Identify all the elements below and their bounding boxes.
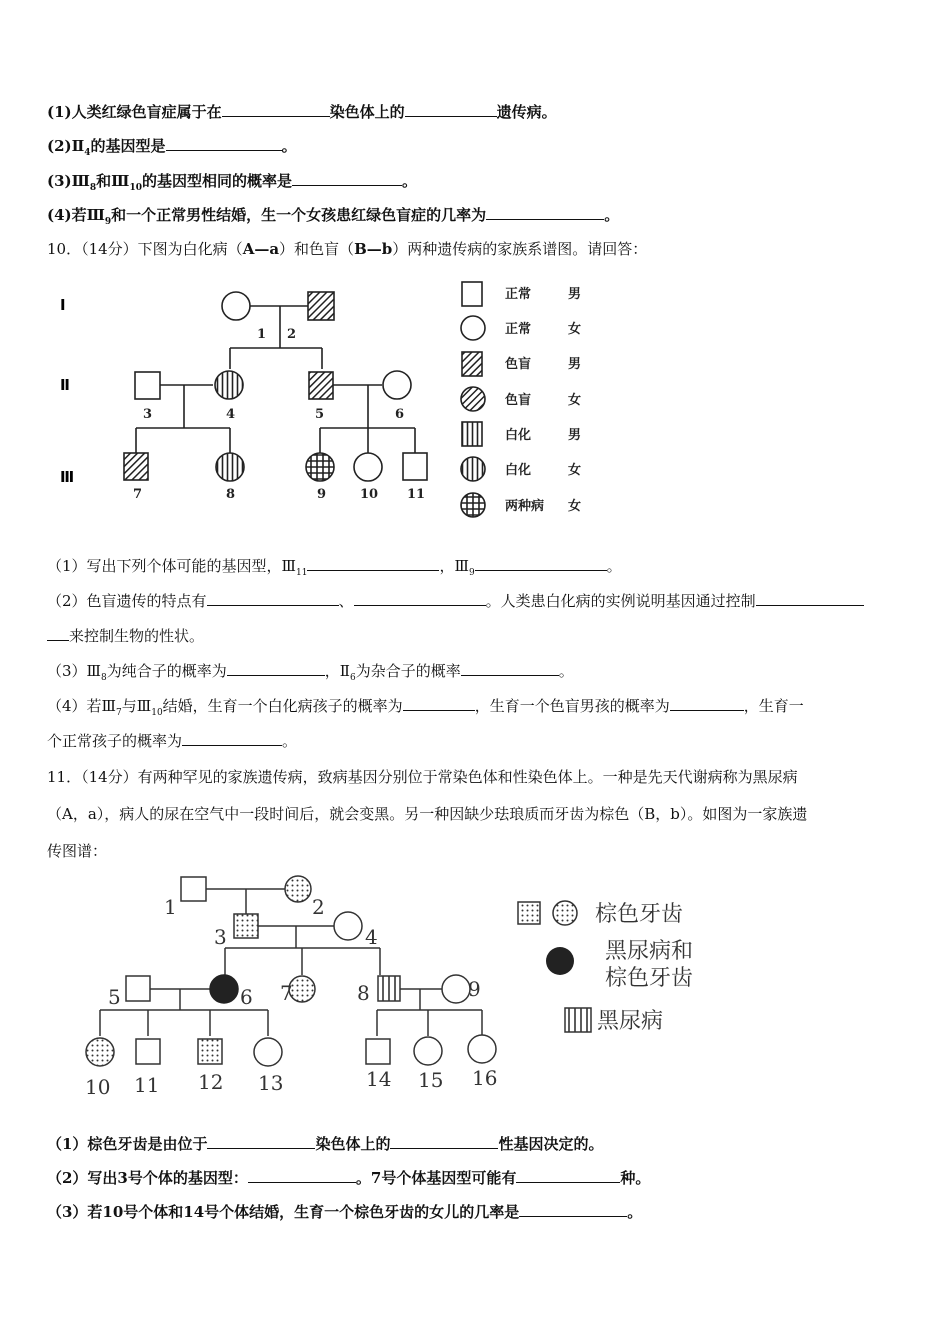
individual-14 <box>366 1039 390 1064</box>
number-label: 7 <box>133 487 143 502</box>
generation-label: Ⅱ <box>60 376 70 394</box>
answer-blank[interactable] <box>475 556 607 571</box>
answer-blank[interactable] <box>292 171 402 186</box>
number-label: 7 <box>280 981 293 1005</box>
generation-label: Ⅰ <box>60 296 66 314</box>
q11-pedigree-figure <box>80 868 740 1103</box>
individual-6 <box>383 371 411 399</box>
svg-text:女: 女 <box>568 393 582 408</box>
number-label: 11 <box>134 1073 160 1097</box>
q9-sub1: (1)人类红绿色盲症属于在 染色体上的 遗传病。 <box>47 103 557 121</box>
answer-blank[interactable] <box>461 661 559 676</box>
individual-8 <box>216 453 244 481</box>
answer-blank[interactable] <box>222 102 330 117</box>
svg-text:棕色牙齿: 棕色牙齿 <box>605 966 694 991</box>
q11-line2: （A，a），病人的尿在空气中一段时间后，就会变黑。另一种因缺少珐琅质而牙齿为棕色（B，b）。如图为一家族遗 <box>47 805 808 823</box>
q11-sub1: （1）棕色牙齿是由位于 染色体上的 性基因决定的。 <box>47 1135 604 1153</box>
q10-sub2-cont: 来控制生物的性状。 <box>47 625 910 647</box>
number-label: 1 <box>257 327 267 342</box>
q10-header: 10．（14分）下图为白化病（A—a）和色盲（B—b）两种遗传病的家族系谱图。请回答： <box>47 240 648 258</box>
svg-text:正常: 正常 <box>505 322 532 337</box>
svg-text:正常: 正常 <box>505 287 532 302</box>
number-label: 10 <box>360 487 379 502</box>
answer-blank[interactable] <box>516 1168 620 1183</box>
number-label: 5 <box>315 407 325 422</box>
q10-pedigree-figure <box>50 278 610 528</box>
number-label: 10 <box>85 1075 111 1099</box>
answer-blank[interactable] <box>486 205 604 220</box>
svg-text:色盲: 色盲 <box>505 393 532 408</box>
individual-7 <box>124 453 148 480</box>
svg-text:男: 男 <box>568 357 582 372</box>
individual-1 <box>181 877 206 901</box>
individual-10 <box>86 1038 114 1066</box>
svg-text:白化: 白化 <box>505 428 532 443</box>
individual-7 <box>289 976 315 1002</box>
q10-sub4: （4）若$Ⅲ_7$与$Ⅲ_{10}$结婚，生育一个白化病孩子的概率为 ，生育一个色盲男孩的概率为 ，生育一 <box>47 697 804 718</box>
individual-16 <box>468 1035 496 1063</box>
individual-11 <box>136 1039 160 1064</box>
individual-5 <box>126 976 150 1001</box>
number-label: 9 <box>317 487 327 502</box>
individual-4 <box>215 371 243 399</box>
individual-3 <box>234 914 258 938</box>
individual-4 <box>334 912 362 940</box>
number-label: 9 <box>468 977 481 1001</box>
answer-blank[interactable] <box>670 696 744 711</box>
number-label: 1 <box>164 895 177 919</box>
q10-sub3: $(3)Ⅲ_8$为纯合子的概率为 ，$Ⅱ_6$为杂合子的概率 。 <box>47 662 574 683</box>
answer-blank[interactable] <box>519 1202 627 1217</box>
q9-sub3: $(3)Ⅲ_8$和$Ⅲ_{10}$的基因型相同的概率是 。 <box>47 172 418 193</box>
answer-blank[interactable] <box>207 1134 315 1149</box>
q10-sub1: （1）写出下列个体可能的基因型，$Ⅲ_{11}$ ，$Ⅲ_9$ 。 <box>47 557 622 578</box>
svg-text:男: 男 <box>568 428 582 443</box>
number-label: 11 <box>407 487 426 502</box>
q9-sub4: (4)若$Ⅲ_9$和一个正常男性结婚，生一个女孩患红绿色盲症的几率为 。 <box>47 206 620 227</box>
number-label: 8 <box>357 981 370 1005</box>
answer-blank[interactable] <box>354 591 486 606</box>
answer-blank[interactable] <box>756 591 864 606</box>
answer-blank[interactable] <box>182 731 282 746</box>
individual-6 <box>210 975 238 1003</box>
svg-text:棕色牙齿: 棕色牙齿 <box>595 902 684 927</box>
answer-blank[interactable] <box>166 136 282 151</box>
svg-text:黑尿病: 黑尿病 <box>597 1009 664 1034</box>
number-label: 14 <box>366 1067 392 1091</box>
number-label: 5 <box>108 985 121 1009</box>
number-label: 2 <box>287 327 297 342</box>
svg-text:女: 女 <box>568 499 582 514</box>
individual-11 <box>403 453 427 480</box>
answer-blank[interactable] <box>390 1134 498 1149</box>
number-label: 2 <box>312 895 325 919</box>
number-label: 4 <box>365 925 378 949</box>
individual-2 <box>285 876 311 902</box>
q11-sub3: （3）若10号个体和14号个体结婚，生育一个棕色牙齿的女儿的几率是 。 <box>47 1203 643 1221</box>
svg-text:黑尿病和: 黑尿病和 <box>605 939 694 964</box>
q11-line1: 11．（14分）有两种罕见的家族遗传病，致病基因分别位于常染色体和性染色体上。一种是先天代谢病称为黑尿病 <box>47 768 798 786</box>
individual-3 <box>135 372 160 399</box>
q10-sub2: （2）色盲遗传的特点有 、 。人类患白化病的实例说明基因通过控制 <box>47 590 910 612</box>
svg-text:白化: 白化 <box>505 463 532 478</box>
individual-8 <box>378 976 400 1001</box>
individual-15 <box>414 1037 442 1065</box>
answer-blank[interactable] <box>405 102 497 117</box>
individual-13 <box>254 1038 282 1066</box>
number-label: 12 <box>198 1070 224 1094</box>
answer-blank[interactable] <box>47 626 69 641</box>
svg-text:色盲: 色盲 <box>505 357 532 372</box>
svg-text:两种病: 两种病 <box>505 499 545 514</box>
generation-label: Ⅲ <box>60 468 75 486</box>
number-label: 6 <box>240 985 253 1009</box>
legend <box>461 282 581 517</box>
answer-blank[interactable] <box>248 1168 356 1183</box>
answer-blank[interactable] <box>227 661 325 676</box>
individual-12 <box>198 1039 222 1064</box>
individual-5 <box>309 372 333 399</box>
svg-text:男: 男 <box>568 287 582 302</box>
legend <box>518 901 693 1034</box>
q9-sub2: $(2)Ⅱ_4$的基因型是 。 <box>47 137 297 158</box>
answer-blank[interactable] <box>307 556 439 571</box>
individual-1 <box>222 292 250 320</box>
q10-sub4-cont: 个正常孩子的概率为 。 <box>47 732 298 750</box>
svg-text:女: 女 <box>568 463 582 478</box>
number-label: 4 <box>226 407 236 422</box>
number-label: 3 <box>143 407 153 422</box>
individual-9 <box>442 975 470 1003</box>
answer-blank[interactable] <box>207 591 339 606</box>
number-label: 6 <box>395 407 405 422</box>
number-label: 15 <box>418 1068 444 1092</box>
answer-blank[interactable] <box>403 696 475 711</box>
q11-line3: 传图谱： <box>47 842 108 860</box>
individual-9 <box>306 453 334 481</box>
number-label: 16 <box>472 1066 498 1090</box>
number-label: 8 <box>226 487 236 502</box>
q11-sub2: （2）写出3号个体的基因型： 。7号个体基因型可能有 种。 <box>47 1169 651 1187</box>
individual-10 <box>354 453 382 481</box>
svg-text:女: 女 <box>568 322 582 337</box>
number-label: 3 <box>214 925 227 949</box>
individual-2 <box>308 292 334 320</box>
number-label: 13 <box>258 1071 284 1095</box>
